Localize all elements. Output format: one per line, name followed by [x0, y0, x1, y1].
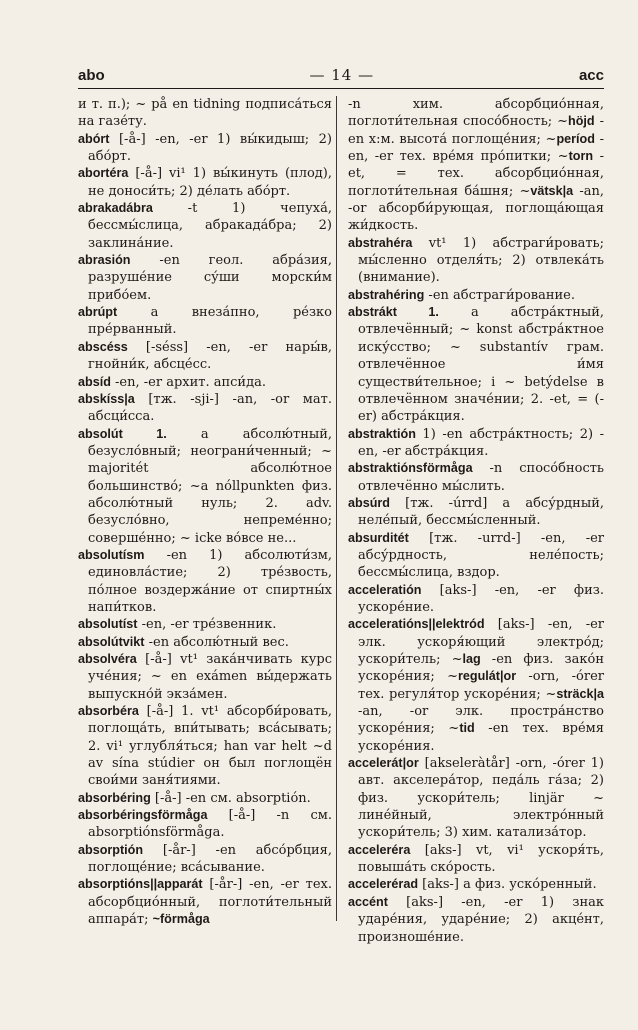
right-column: [348, 96, 604, 946]
entry-text: -en х:м. высота́ поглоще́ния; ~: [348, 114, 604, 147]
headword: absorptións||apparát: [78, 877, 203, 892]
entry-text: [-å-] -en см. absorptión.: [150, 790, 311, 806]
headword: accént: [348, 894, 388, 909]
headword: absolvéra: [78, 652, 137, 666]
headword: absorbéring: [78, 790, 151, 805]
subentry-headword: torn: [568, 149, 594, 164]
headword: abrasión: [78, 253, 131, 268]
dictionary-entry: [348, 616, 604, 755]
dictionary-entry: [78, 703, 332, 790]
dictionary-entry: [78, 651, 332, 703]
entry-text: -en 1) абсолюти́зм, единовла́стие; 2) тре́звость, по́лное воздержа́ние от спиртны́х напи́тков.: [88, 547, 332, 615]
dictionary-entry: [348, 755, 604, 842]
dictionary-entry: [78, 842, 332, 877]
entry-text: [-å-] vt¹ зака́нчивать курс уче́ния; ~ en exámen вы́держать выпускно́й экза́мен.: [88, 652, 332, 702]
dictionary-entry: [348, 876, 604, 893]
entry-text: -en, -er тре́звенник.: [137, 617, 277, 633]
dictionary-entry: [78, 96, 332, 131]
entry-text: [-å-] 1. vt¹ абсорби́ровать, поглоща́ть, впи́тывать; вса́сывать; 2. vi¹ углубля́ться; han var helt ~d av sína stúdier он был поглощён свои́ми заня́тиями.: [88, 704, 332, 789]
headword: acceleratión: [348, 582, 422, 597]
dictionary-entry: [78, 426, 332, 547]
dictionary-entry: [78, 252, 332, 304]
dictionary-entry: [348, 96, 604, 235]
entry-text: [aks-] -en, -er физ. ускоре́ние.: [358, 582, 604, 615]
entry-text: -en физ. зако́н ускоре́ния; ~: [358, 652, 605, 685]
dictionary-entry: [78, 131, 332, 166]
entry-text: [-år-] -en, -er тех. абсорбцио́нный, поглоти́тельный аппара́т;: [88, 877, 332, 928]
entry-text: [тж. -urrd-] -en, -er абсу́рдность, неле́пость; бессмы́слица, вздор.: [358, 530, 604, 581]
headword: absolútvikt: [78, 634, 145, 649]
entry-text: [aks-] -en, -er 1) знак ударе́ния, ударе́ние; 2) акце́нт, произноше́ние.: [358, 894, 604, 945]
dictionary-entry: [78, 807, 332, 842]
headword: abrúpt: [78, 305, 118, 320]
entry-text: -en, -er тех. вре́мя про́питки; ~: [348, 131, 604, 165]
dictionary-entry: [348, 842, 604, 877]
column-divider: [336, 96, 337, 921]
header-rule: [78, 88, 604, 89]
entry-text: -an, -or элк. простра́нство ускоре́ния; ~: [358, 704, 604, 737]
dictionary-entry: [78, 616, 332, 633]
entry-text: -en тех. вре́мя ускоре́ния.: [358, 721, 604, 754]
entry-text: [-å-] -n см. absorptiónsförmåga.: [88, 808, 332, 841]
left-column: [78, 96, 332, 929]
headword: absurditét: [348, 530, 409, 545]
headword: accelerát|or: [348, 756, 419, 771]
headword: accelerérad: [348, 877, 419, 892]
dictionary-entry: [348, 582, 604, 617]
headword: abstrahéra: [348, 235, 413, 250]
subentry-headword: tid: [459, 721, 475, 736]
entry-text: [-séss] -en, -er нары́в, гнойни́к, абсце́сс.: [88, 339, 332, 373]
entry-text: [aks-] a физ. уско́ренный.: [418, 877, 597, 893]
dictionary-entry: [78, 200, 332, 252]
headword: absorptión: [78, 842, 144, 857]
entry-text: -en абсолю́тный вес.: [144, 634, 289, 650]
entry-text: [akseleràtår] -orn, -órer 1) авт. акселера́тор, педа́ль га́за; 2) физ. ускори́тель; linjär ~ лине́йный, электро́нный ускори́тель; 3) хим. катализа́тор.: [358, 756, 604, 841]
entry-text: a абстра́ктный, отвлечённый; ~ konst абстра́ктное иску́сство; ~ substantív грам. отвлечённое и́мя существи́тельное; i ~ betýdelse в отвлечённом значе́нии; 2. -et, = (-er) абстра́кция.: [358, 305, 605, 425]
headword: acceleréra: [348, 842, 411, 857]
dictionary-entry: [348, 894, 604, 946]
headword: absolutísm: [78, 547, 145, 562]
dictionary-entry: [348, 287, 604, 304]
subentry-headword: lag: [462, 652, 481, 666]
entry-text: -en абстраги́рование.: [424, 287, 575, 303]
dictionary-entry: [78, 876, 332, 928]
dictionary-entry: [348, 530, 604, 582]
headword: abórt: [78, 131, 110, 146]
entry-text: -et, = тех. абсорбцио́нная, поглоти́тельная ба́шня; ~: [348, 149, 604, 199]
dictionary-entry: [348, 426, 604, 461]
dictionary-entry: [78, 165, 332, 200]
subentry-headword: höjd: [568, 114, 595, 129]
entry-text: [-å-] vi¹ 1) вы́кинуть (плод), не доноси́ть; 2) де́лать або́рт.: [88, 166, 332, 199]
headword: absolutíst: [78, 617, 138, 632]
page-number: — 14 —: [309, 66, 375, 84]
headword: absúrd: [348, 495, 390, 510]
subentry-headword: ~förmåga: [152, 912, 210, 927]
headword: abskíss|a: [78, 391, 135, 406]
dictionary-entry: [78, 339, 332, 374]
entry-text: и т. п.); ~ på en tidning подписа́ться на газе́ту.: [78, 97, 332, 130]
entry-text: [тж. -úrrd] a абсу́рдный, неле́пый, бессмы́сленный.: [358, 495, 604, 529]
dictionary-entry: [348, 235, 604, 287]
entry-text: -en, -er архит. апси́да.: [110, 374, 266, 390]
dictionary-entry: [78, 790, 332, 807]
entry-text: a абсолю́тный, безусло́вный; неограни́ченный; ~ majoritét абсолю́тное большинство́; ~a nóllpunkten физ. абсолю́тный нуль; 2. adv. безусло́вно, непреме́нно; соверше́нно; ~ icke во́все не...: [88, 426, 332, 546]
left-guide-word: abo: [78, 67, 105, 84]
headword: abstraktión: [348, 426, 416, 441]
subentry-headword: sträck|a: [556, 686, 604, 701]
headword: absolút 1.: [78, 426, 167, 441]
subentry-headword: vätsk|a: [530, 183, 574, 198]
right-guide-word: acc: [578, 67, 604, 84]
entry-text: [-år-] -en абсо́рбция, поглоще́ние; вса́сывание.: [88, 842, 332, 876]
entry-text: -t 1) чепуха́, бессмы́слица, абракада́бра; 2) заклина́ние.: [88, 201, 332, 251]
dictionary-entry: [78, 547, 332, 616]
headword: absorbéringsförmåga: [78, 808, 208, 823]
headword: acceleratións||elektród: [348, 617, 485, 632]
page-header: [78, 66, 604, 88]
headword: abstraktiónsförmåga: [348, 461, 473, 476]
dictionary-entry: [348, 304, 604, 425]
dictionary-entry: [348, 460, 604, 495]
entry-text: 1) -en абстра́ктность; 2) -en, -er абстра́кция.: [358, 426, 604, 459]
subentry-headword: períod: [556, 131, 595, 146]
entry-text: -n хим. абсорбцио́нная, поглоти́тельная спосо́бность; ~: [348, 97, 604, 130]
entry-text: -an, -or абсорби́рующая, поглоща́ющая жи́дкость.: [348, 183, 604, 234]
entry-text: a внеза́пно, ре́зко пре́рванный.: [88, 305, 332, 338]
entry-text: -en геол. абра́зия, разруше́ние су́ши морски́м прибо́ем.: [88, 253, 332, 303]
dictionary-entry: [78, 374, 332, 391]
headword: abstrákt 1.: [348, 305, 439, 320]
headword: abrakadábra: [78, 201, 153, 216]
headword: absíd: [78, 374, 111, 389]
entry-text: [тж. -sji-] -an, -or мат. абсци́сса.: [88, 391, 332, 425]
headword: absorbéra: [78, 704, 139, 719]
entry-text: vt¹ 1) абстраги́ровать; мы́сленно отделя́ть; 2) отвлека́ть (внимание).: [358, 235, 604, 286]
dictionary-entry: [78, 634, 332, 651]
dictionary-entry: [78, 304, 332, 339]
entry-text: -orn, -órer тех. регуля́тор ускоре́ния; ~: [358, 669, 604, 702]
entry-text: [-å-] -en, -er 1) вы́кидыш; 2) або́рт.: [88, 131, 332, 165]
entry-text: [aks-] vt, vi¹ ускоря́ть, повыша́ть ско́рость.: [358, 842, 604, 876]
headword: abstrahéring: [348, 287, 425, 302]
entry-text: [aks-] -en, -er элк. ускоря́ющий электро́д; ускори́тель; ~: [358, 617, 604, 667]
headword: abscéss: [78, 339, 128, 354]
subentry-headword: regulát|or: [458, 669, 517, 684]
dictionary-entry: [78, 391, 332, 426]
dictionary-entry: [348, 495, 604, 530]
headword: abortéra: [78, 166, 129, 181]
entry-text: -n спосо́бность отвлечённо мы́слить.: [358, 461, 604, 494]
